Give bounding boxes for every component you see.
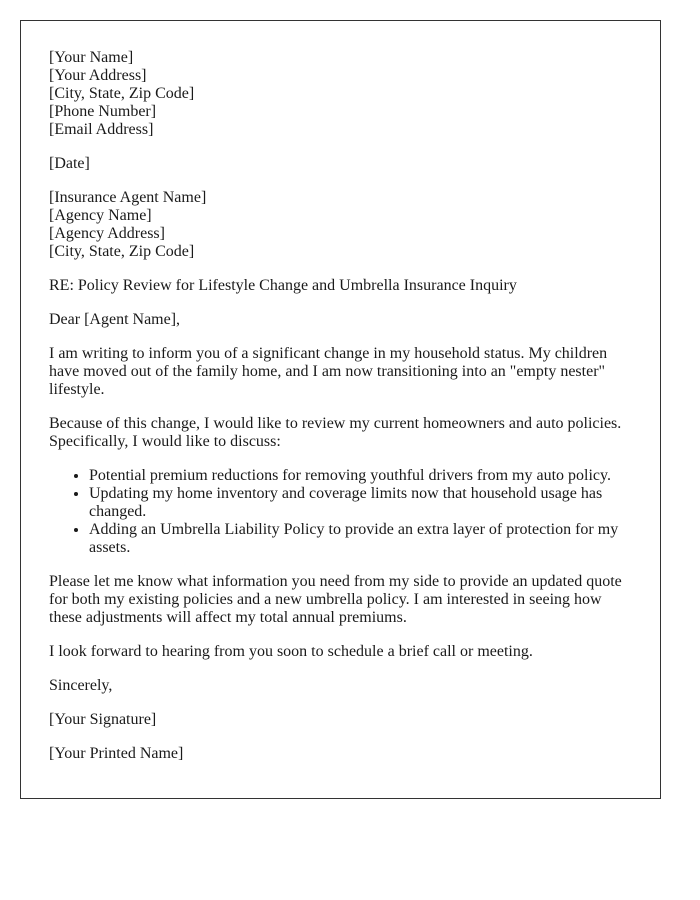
sender-address-block [49,49,632,139]
recipient-agent-name: [Insurance Agent Name] [49,189,207,206]
recipient-agency-name: [Agency Name] [49,207,152,224]
body-paragraph-intro: I am writing to inform you of a significant change in my household status. My children have moved out of the family home, and I am now transitioning into an "empty nester" lifestyle. [49,345,608,398]
printed-name-placeholder: [Your Printed Name] [49,745,184,762]
signature-placeholder: [Your Signature] [49,711,157,728]
body-paragraph-request: Please let me know what information you need from my side to provide an updated quote for both my existing policies and a new umbrella policy. I am interested in seeing how these adjustments will affect my total annual premiums. [49,573,622,626]
list-item: • Adding an Umbrella Liability Policy to provide an extra layer of protection for my assets. [89,521,632,557]
body-paragraph-review: Because of this change, I would like to review my current homeowners and auto policies. Specifically, I would like to discuss: [49,415,622,450]
sender-address: [Your Address] [49,67,147,84]
sender-city-state-zip: [City, State, Zip Code] [49,85,195,102]
sender-phone: [Phone Number] [49,103,157,120]
salutation: Dear [Agent Name], [49,311,181,328]
letter-document [20,20,661,799]
list-item: • Potential premium reductions for removing youthful drivers from my auto policy. [89,467,632,485]
closing: Sincerely, [49,677,113,694]
body-paragraph-closing: I look forward to hearing from you soon to schedule a brief call or meeting. [49,643,533,660]
subject-line: RE: Policy Review for Lifestyle Change and Umbrella Insurance Inquiry [49,277,517,294]
recipient-address-block [49,189,632,261]
recipient-agency-address: [Agency Address] [49,225,165,242]
list-item: • Updating my home inventory and coverage limits now that household usage has changed. [89,485,632,521]
sender-email: [Email Address] [49,121,154,138]
letter-date: [Date] [49,155,90,172]
discussion-list [49,467,632,557]
sender-name: [Your Name] [49,49,134,66]
recipient-city-state-zip: [City, State, Zip Code] [49,243,195,260]
